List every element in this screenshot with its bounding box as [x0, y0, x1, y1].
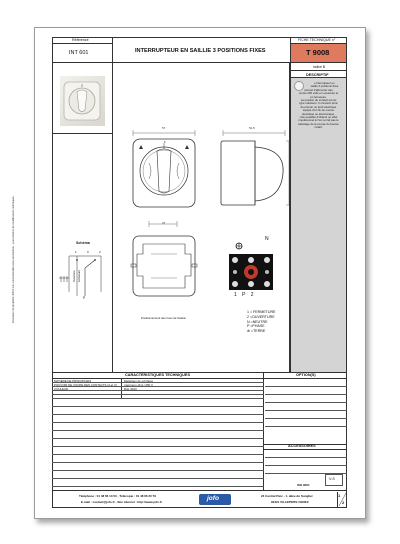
schema-pos-2: 2	[99, 250, 101, 254]
side-width-dim: 51.5	[249, 126, 255, 130]
char-row-label: POUVOIR DE COUPE DES CONTACTS (A et V)	[54, 383, 117, 387]
descriptif-label: DESCRIPTIF	[306, 73, 329, 77]
back-view-drawing	[129, 214, 199, 304]
char-row-value: RAL 9010	[124, 387, 137, 391]
legend-item: 2 =OUVERTURE	[247, 314, 275, 319]
terminal-block	[223, 240, 281, 310]
legend-item: P =PHASE	[247, 324, 265, 329]
technical-sheet: Document de propriété JOFO non communicable sans autorisation - sous réserve de modifications techniques Référence INT 601 INTERRUPTEUR EN SAILLIE 3 POSITIONS FIXES FICHE TECHNIQUE n° T 9008 indice B DESCRIPTIF Schéma 1 0 2 P Ouverture Fermeture 57 8 51.5 37 Positionnement des trous de fixation N 1 P 2 1 = FERMETURE 2 =OUVERTURE N =NEUTRE P =PHASE ⊕ =TERRE L'interrupteur en saillie 3 positions fixes permet d'alimenter des verres 230 volts en ouverture et en fermeture. La position du contact est du type maintenu. Il convient donc de prévoir un arrêt électrique équipé d'un fin de course électrique ou électronique. Une possible d'obtenir un effet impulsionnel si l'on ne fait pas le sabotage de la course du bouton rotatif. CARACTÉRISTIQUES TECHNIQUES MATIERE DE PRINCIPALES Matériaux de synthèse POUVOIR DE COUPE DES CONTACTS (A et V) maximum 10 A / 250 V COULEUR RAL 9010 OPTION(S) ACCESSOIRES V-S ISO 9001 Téléphone : 01 48 66 13 53 - Télécopie : 01 48 66 20 79 E-mail : contact@jofo.fr - Site internet : http://www.jofo.fr jofo 24 Central Parc - 1, allée du Songlier 93421 VILLEPINTE CEDEX 1 2	[34, 27, 366, 519]
front-view-drawing	[129, 123, 199, 213]
legend-item: ⊕ =TERRE	[247, 329, 266, 334]
indice: indice B	[313, 65, 326, 69]
char-row-value: Matériaux de synthèse	[124, 379, 154, 383]
page-total: 2	[342, 500, 345, 505]
fiche-number: T 9008	[306, 48, 330, 57]
terminal-n-label: N	[265, 236, 269, 242]
reference-value: INT 601	[69, 50, 89, 56]
char-row-value: maximum 10 A / 250 V	[124, 383, 153, 387]
schema-label: Schéma	[76, 241, 90, 245]
side-view-drawing	[215, 123, 293, 213]
options-title: OPTION(S)	[296, 373, 316, 377]
page-title: INTERRUPTEUR EN SAILLIE 3 POSITIONS FIXES	[135, 48, 266, 54]
characteristics-title: CARACTÉRISTIQUES TECHNIQUES	[125, 373, 190, 377]
char-row-label: MATIERE DE PRINCIPALES	[54, 379, 92, 383]
front-inner-dim: 8	[164, 141, 166, 144]
iso-label: ISO 9001	[297, 483, 310, 487]
fiche-label: FICHE TECHNIQUE n°	[298, 38, 336, 42]
schema-pos-0: 0	[87, 250, 89, 254]
fixing-caption: Positionnement des trous de fixation	[141, 316, 187, 320]
company-logo-text: jofo	[207, 495, 219, 502]
descriptif-text: L'interrupteur en saillie 3 positions fixes permet d'alimenter des verres 230 volts en ouverture et en fermeture. La position du contact est du type maintenu. Il convient donc de prévoir un arrêt électrique équipé d'un fin de course électrique ou électronique. Une possible d'obtenir un effet impulsionnel si l'on ne fait pas le sabotage de la course du bouton rotatif.	[298, 81, 339, 130]
product-photo	[60, 76, 105, 126]
legend-item: N =NEUTRE	[247, 319, 268, 324]
schema-phase: P	[83, 296, 86, 300]
footer-contact: E-mail : contact@jofo.fr - Site internet : http://www.jofo.fr	[81, 500, 162, 504]
terminal-bottom-labels: 1 P 2	[234, 292, 254, 298]
schema-pos-1: 1	[75, 250, 77, 254]
legend-item: 1 = FERMETURE	[247, 310, 276, 314]
front-width-dim: 57	[162, 126, 166, 130]
certification-mark-text: V-S	[329, 477, 335, 481]
char-row-label: COULEUR	[54, 387, 69, 391]
page-number: 1	[338, 493, 341, 498]
back-width-dim: 37	[162, 221, 166, 225]
accessoires-title: ACCESSOIRES	[288, 444, 316, 448]
reference-label: Référence	[72, 38, 89, 42]
terminal-legend	[247, 310, 275, 334]
footer-phone: Téléphone : 01 48 66 13 53 - Télécopie : 01 48 66 20 79	[79, 494, 156, 498]
footer-address-2: 93421 VILLEPINTE CEDEX	[271, 500, 309, 504]
footer-address-1: 24 Central Parc - 1, allée du Songlier	[261, 494, 313, 498]
